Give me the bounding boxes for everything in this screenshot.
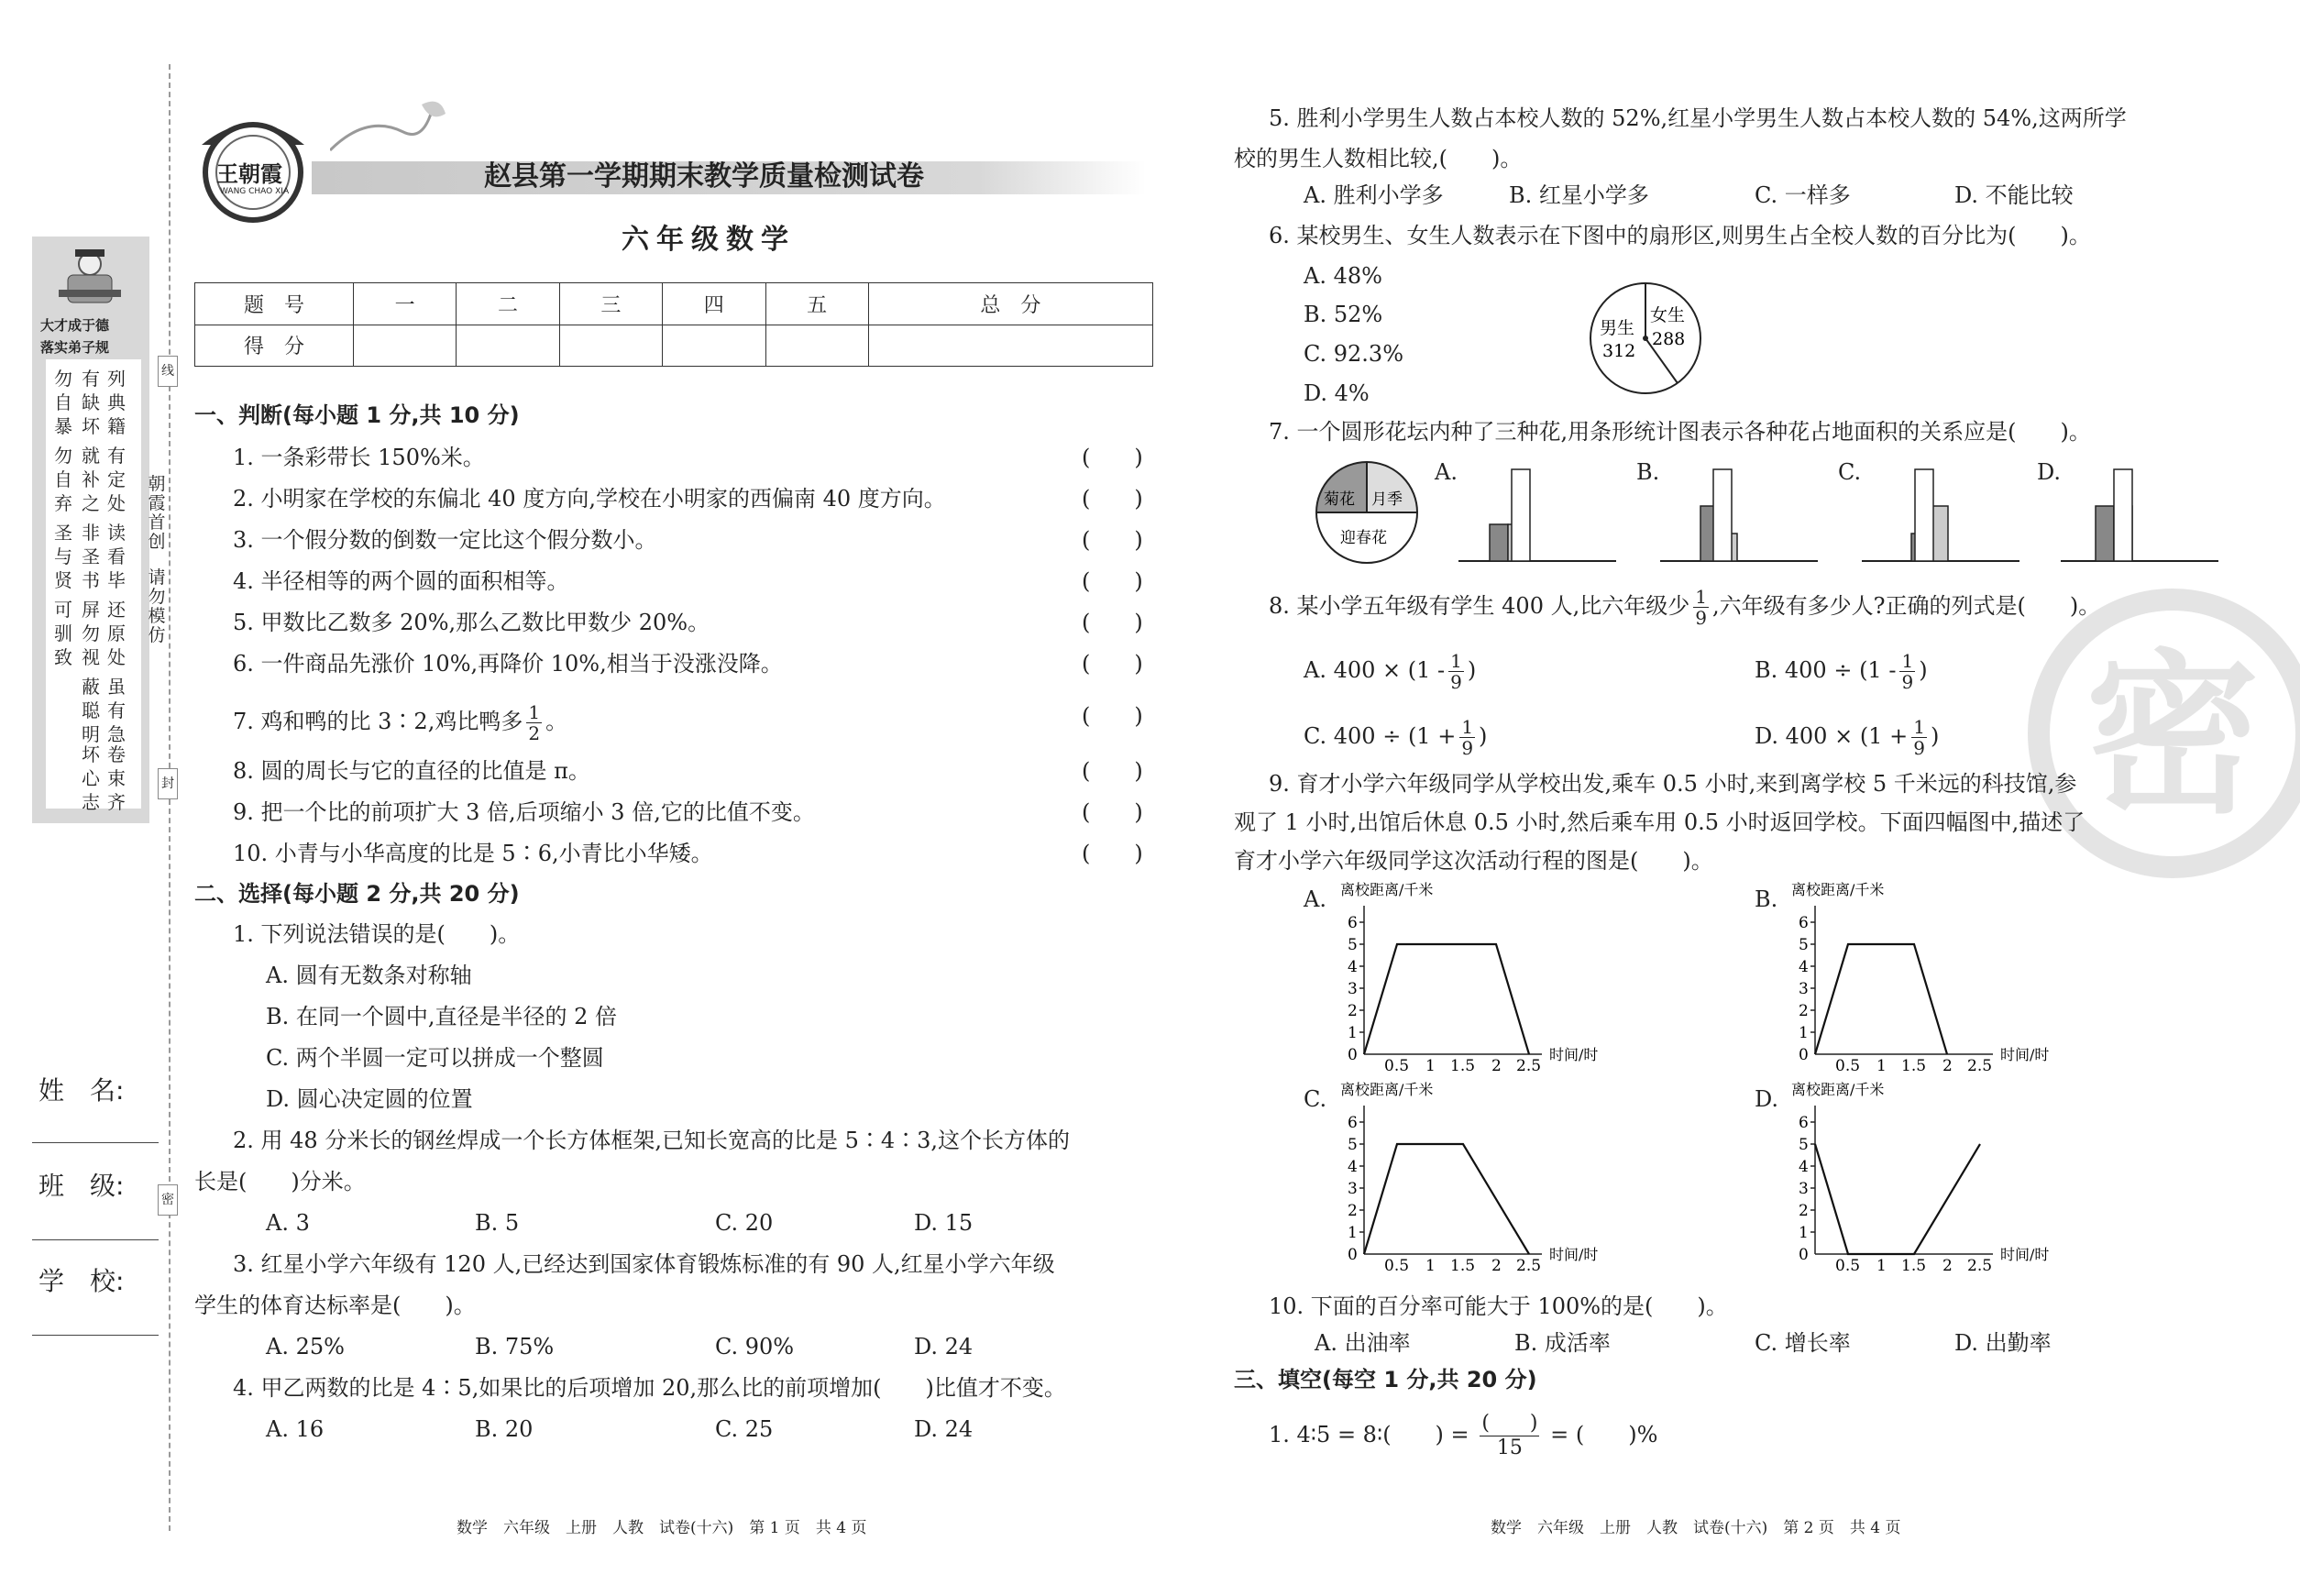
school-field[interactable] [32,1335,159,1336]
exam-title: 赵县第一学期期末教学质量检测试卷 [484,160,924,193]
judge-item: 10. 小青与小华高度的比是 5∶6,小青比小华矮。 [233,841,713,866]
name-field[interactable] [32,1142,159,1143]
bar [1915,469,1933,561]
y-tick-label: 2 [1799,1002,1809,1020]
q10-stem: 10. 下面的百分率可能大于 100%的是( )。 [1269,1293,1728,1319]
fraction: $\frac{1}{9}$ [1901,650,1914,693]
y-axis-label: 离校距离/千米 [1340,881,1434,898]
score-table [194,282,1153,367]
cut-mark-seal: 封 [158,768,178,799]
fraction: $\frac{1}{2}$ [528,701,541,744]
answer-paren[interactable]: ( ) [1082,703,1143,729]
judge-item: 8. 圆的周长与它的直径的比值是 π。 [233,758,590,784]
answer-paren[interactable]: ( ) [1082,610,1143,635]
school-label: 学 校: [39,1266,125,1296]
q8-option[interactable]: C. 400 ÷ (1 + $\frac{1}{9}$ ) [1304,716,1488,759]
pie-center [1643,336,1648,341]
score-header: 二 [457,283,559,325]
fraction: $\frac{1}{9}$ [1450,650,1462,693]
q8-stem-b: ,六年级有多少人?正确的列式是( )。 [1711,593,2101,619]
pie-value-girl: 288 [1652,329,1686,349]
fraction: $\frac{1}{9}$ [1913,716,1925,759]
y-tick-label: 1 [1799,1224,1809,1242]
q1-option[interactable]: A. 圆有无数条对称轴 [266,963,472,988]
motto-column: 圣与贤 [54,522,72,591]
y-axis-label: 离校距离/千米 [1791,1081,1885,1098]
judge-item: 6. 一件商品先涨价 10%,再降价 10%,相当于没涨没降。 [233,651,783,677]
motto-column: 还原处 [107,599,126,668]
q10-option[interactable]: A. 出油率 [1315,1330,1411,1356]
y-tick-label: 1 [1348,1024,1358,1042]
q2-option[interactable]: D. 15 [914,1210,974,1236]
y-tick-label: 4 [1799,1158,1809,1176]
series-line [1815,944,1947,1054]
q7-bar-chart [1457,466,1622,567]
judge-item: 9. 把一个比的前项扩大 3 倍,后项缩小 3 倍,它的比值不变。 [233,799,815,825]
fraction: $\frac{1}{9}$ [1461,716,1474,759]
q9-line-chart [1322,880,1634,1073]
x-tick-label: 2 [1942,1057,1953,1073]
y-tick-label: 4 [1348,1158,1358,1176]
q4-option[interactable]: B. 20 [475,1416,534,1442]
class-label: 班 级: [39,1171,125,1201]
y-tick-label: 3 [1348,980,1358,998]
q6-option[interactable]: C. 92.3% [1304,341,1404,367]
y-tick-label: 4 [1348,958,1358,976]
fraction: $\frac{1}{9}$ [1695,586,1707,629]
motto-column: 列典籍 [107,368,126,437]
footer-left: 数学 六年级 上册 人教 试卷(十六) 第 1 页 共 4 页 [457,1519,867,1537]
score-header: 总 分 [868,283,1152,325]
flower-label: 迎春花 [1340,529,1387,547]
y-tick-label: 5 [1348,936,1358,954]
x-tick-label: 1 [1425,1257,1436,1272]
q10-option[interactable]: D. 出勤率 [1954,1330,2052,1356]
q7-option-label[interactable]: B. [1636,459,1660,485]
q4-option[interactable]: C. 25 [715,1416,774,1442]
q9-option-label[interactable]: D. [1755,1086,1779,1112]
q2-stem: 长是( )分米。 [194,1169,366,1194]
x-tick-label: 0.5 [1835,1257,1861,1272]
judge-item: 3. 一个假分数的倒数一定比这个假分数小。 [233,527,657,553]
judge-item: 5. 甲数比乙数多 20%,那么乙数比甲数少 20%。 [233,610,710,635]
q6-option[interactable]: D. 4% [1304,380,1370,406]
q10-option[interactable]: C. 增长率 [1755,1330,1851,1356]
q10-option[interactable]: B. 成活率 [1514,1330,1611,1356]
logo-text: 王朝霞 [216,161,282,187]
score-header: 一 [354,283,457,325]
q1-option[interactable]: D. 圆心决定圆的位置 [266,1086,473,1112]
name-label: 姓 名: [39,1075,125,1106]
motto-column: 蔽聪明 [82,676,100,745]
q3-option[interactable]: D. 24 [914,1334,974,1359]
fill-q1 [1269,1412,1657,1460]
score-cell[interactable] [354,325,457,367]
q7-flower-pie [1313,458,1421,567]
y-tick-label: 5 [1348,1136,1358,1154]
score-cell[interactable] [559,325,662,367]
y-tick-label: 0 [1799,1046,1809,1064]
y-tick-label: 5 [1799,1136,1809,1154]
q7-option-label[interactable]: A. [1435,459,1458,485]
x-axis-label: 时间/时 [2000,1246,2050,1263]
bar [2114,469,2132,561]
motto-column: 虽有急 [107,676,126,745]
x-tick-label: 2.5 [1516,1057,1542,1073]
x-tick-label: 0.5 [1835,1057,1861,1073]
score-cell[interactable] [765,325,868,367]
score-cell[interactable] [663,325,765,367]
q1-option[interactable]: B. 在同一个圆中,直径是半径的 2 倍 [266,1004,618,1029]
judge-item: 7. 鸡和鸭的比 3∶2,鸡比鸭多 $\frac{1}{2}$ 。 [233,701,568,744]
flower-label: 月季 [1371,490,1403,509]
bar [1490,524,1508,561]
answer-paren[interactable]: ( ) [1082,758,1143,784]
bar [2096,506,2114,561]
q6-option[interactable]: A. 48% [1304,263,1382,289]
pie-value-boy: 312 [1602,341,1636,361]
section2-title: 二、选择(每小题 2 分,共 20 分) [194,881,520,907]
exam-subtitle: 六年级数学 [622,224,796,256]
q5-stem: 5. 胜利小学男生人数占本校人数的 52%,红星小学男生人数占本校人数的 54%,这两所学 [1269,105,2127,131]
score-cell[interactable] [868,325,1152,367]
q5-option[interactable]: A. 胜利小学多 [1304,182,1444,208]
y-tick-label: 3 [1799,1180,1809,1198]
q8-option[interactable]: A. 400 × (1 - $\frac{1}{9}$ ) [1304,650,1477,693]
motto-column: 勿自弃 [54,445,72,514]
q5-option[interactable]: B. 红星小学多 [1509,182,1649,208]
motto-column: 读看毕 [107,522,126,591]
fraction[interactable]: $\frac{( )}{15}$ [1481,1412,1538,1459]
cut-mark-line: 线 [158,356,178,387]
y-tick-label: 0 [1799,1246,1809,1264]
y-tick-label: 1 [1799,1024,1809,1042]
vertical-note-1: 朝霞首创 [148,474,166,552]
x-axis-label: 时间/时 [2000,1046,2050,1063]
y-tick-label: 6 [1348,914,1358,932]
y-tick-label: 4 [1799,958,1809,976]
q8-stem-a: 8. 某小学五年级有学生 400 人,比六年级少 [1269,593,1690,619]
q9-line-chart [1322,1080,1634,1272]
score-cell[interactable] [457,325,559,367]
watermark-char: 密 [2085,634,2261,837]
y-tick-label: 0 [1348,1046,1358,1064]
judge-item: 2. 小明家在学校的东偏北 40 度方向,学校在小明家的西偏南 40 度方向。 [233,486,946,512]
answer-paren[interactable]: ( ) [1082,486,1143,512]
section1-title: 一、判断(每小题 1 分,共 10 分) [194,402,520,428]
y-tick-label: 2 [1799,1202,1809,1220]
q1-stem: 1. 下列说法错误的是( )。 [233,921,521,947]
class-field[interactable] [32,1239,159,1240]
pie-label-boy: 男生 [1600,318,1635,338]
judge-item: 1. 一条彩带长 150%米。 [233,445,485,470]
x-tick-label: 2.5 [1516,1257,1542,1272]
q2-option[interactable]: B. 5 [475,1210,520,1236]
q5-option[interactable]: D. 不能比较 [1954,182,2074,208]
x-tick-label: 1 [1876,1257,1887,1272]
pie-label-girl: 女生 [1650,305,1686,325]
q6-pie-chart [1586,279,1705,398]
series-line [1815,1144,1980,1254]
judge-item-text: 7. 鸡和鸭的比 3∶2,鸡比鸭多 [233,709,523,734]
x-tick-label: 1.5 [1450,1257,1476,1272]
x-tick-label: 2 [1491,1057,1502,1073]
q3-stem: 3. 红星小学六年级有 120 人,已经达到国家体育锻炼标准的有 90 人,红星小学六年级 [233,1251,1055,1277]
q9-stem: 育才小学六年级同学这次活动行程的图是( )。 [1234,848,1713,874]
q7-stem: 7. 一个圆形花坛内种了三种花,用条形统计图表示各种花占地面积的关系应是( )。 [1269,419,2091,445]
q9-line-chart [1773,880,2085,1073]
x-tick-label: 2.5 [1967,1057,1993,1073]
logo-subtext: WANG CHAO XIA [220,187,290,196]
motto-column: 卷束齐 [107,743,126,813]
q3-option[interactable]: B. 75% [475,1334,555,1359]
footer-right: 数学 六年级 上册 人教 试卷(十六) 第 2 页 共 4 页 [1491,1519,1901,1537]
y-tick-label: 1 [1348,1224,1358,1242]
y-tick-label: 6 [1799,914,1809,932]
y-tick-label: 5 [1799,936,1809,954]
motto-column: 有缺坏 [82,368,100,437]
q7-option-label[interactable]: C. [1838,459,1862,485]
q2-option[interactable]: C. 20 [715,1210,774,1236]
q9-stem: 观了 1 小时,出馆后休息 0.5 小时,然后乘车用 0.5 小时返回学校。下面四幅图中,描述了 [1234,809,2085,835]
bar [1713,469,1732,561]
motto-column: 可驯致 [54,599,72,668]
bar [1512,469,1530,561]
series-line [1364,1144,1529,1254]
q8-option[interactable]: D. 400 × (1 + $\frac{1}{9}$ ) [1755,716,1940,759]
ribbon-ornament [330,95,449,154]
x-axis-label: 时间/时 [1549,1046,1599,1063]
section3-title: 三、填空(每空 1 分,共 20 分) [1234,1367,1537,1392]
series-line [1364,944,1529,1054]
x-tick-label: 2 [1491,1257,1502,1272]
motto-column: 屏勿视 [82,599,100,668]
x-tick-label: 2 [1942,1257,1953,1272]
x-tick-label: 0.5 [1384,1257,1410,1272]
q9-option-label[interactable]: B. [1755,886,1778,912]
q8-stem [1269,587,2100,628]
y-tick-label: 3 [1799,980,1809,998]
x-tick-label: 1.5 [1901,1257,1927,1272]
q7-bar-chart [1860,466,2025,567]
q1-option[interactable]: C. 两个半圆一定可以拼成一个整圆 [266,1045,604,1071]
motto-line-1: 大才成于德 [40,317,110,334]
q7-bar-chart [2059,466,2224,567]
x-tick-label: 2.5 [1967,1257,1993,1272]
score-header: 五 [765,283,868,325]
y-tick-label: 3 [1348,1180,1358,1198]
score-header: 三 [559,283,662,325]
motto-column: 就补之 [82,445,100,514]
score-header: 四 [663,283,765,325]
motto-column: 勿自暴 [54,368,72,437]
score-row-label: 得 分 [195,325,354,367]
q2-stem: 2. 用 48 分米长的钢丝焊成一个长方体框架,已知长宽高的比是 5∶4∶3,这个长方体的 [233,1128,1071,1153]
y-tick-label: 6 [1348,1114,1358,1132]
x-tick-label: 1 [1425,1057,1436,1073]
y-tick-label: 0 [1348,1246,1358,1264]
y-tick-label: 6 [1799,1114,1809,1132]
x-axis-label: 时间/时 [1549,1246,1599,1263]
y-axis-label: 离校距离/千米 [1340,1081,1434,1098]
y-axis-label: 离校距离/千米 [1791,881,1885,898]
flower-label: 菊花 [1324,490,1355,509]
score-header: 题 号 [195,283,354,325]
q5-option[interactable]: C. 一样多 [1755,182,1851,208]
x-tick-label: 0.5 [1384,1057,1410,1073]
y-tick-label: 2 [1348,1002,1358,1020]
answer-paren[interactable]: ( ) [1082,651,1143,677]
q4-option[interactable]: A. 16 [266,1416,325,1442]
q6-option[interactable]: B. 52% [1304,302,1383,327]
y-tick-label: 2 [1348,1202,1358,1220]
judge-item: 4. 半径相等的两个圆的面积相等。 [233,568,569,594]
x-tick-label: 1 [1876,1057,1887,1073]
cut-mark-secret: 密 [158,1184,178,1216]
scholar-illustration [51,246,128,310]
x-tick-label: 1.5 [1901,1057,1927,1073]
q2-option[interactable]: A. 3 [266,1210,310,1236]
fill-q1-b: = ( )% [1550,1422,1658,1447]
q4-option[interactable]: D. 24 [914,1416,974,1442]
answer-paren[interactable]: ( ) [1082,841,1143,866]
q4-stem: 4. 甲乙两数的比是 4∶5,如果比的后项增加 20,那么比的前项增加( )比值才不变。 [233,1375,1066,1401]
answer-paren[interactable]: ( ) [1082,527,1143,553]
q3-option[interactable]: C. 90% [715,1334,795,1359]
motto-column: 非圣书 [82,522,100,591]
q7-option-label[interactable]: D. [2037,459,2062,485]
q9-option-label[interactable]: C. [1304,1086,1327,1112]
secret-watermark [2026,587,2300,880]
motto-column: 有定处 [107,445,126,514]
q5-stem: 校的男生人数相比较,( )。 [1234,146,1523,171]
q9-stem: 9. 育才小学六年级同学从学校出发,乘车 0.5 小时,来到离学校 5 千米远的科技馆,参 [1269,771,2077,797]
motto-column: 坏心志 [82,743,100,813]
q9-line-chart [1773,1080,2085,1272]
fill-q1-a: 1. 4∶5 = 8∶( ) = [1269,1422,1469,1447]
answer-paren[interactable]: ( ) [1082,445,1143,470]
motto-line-2: 落实弟子规 [40,339,110,356]
q6-stem: 6. 某校男生、女生人数表示在下图中的扇形区,则男生占全校人数的百分比为( )。 [1269,223,2091,248]
q3-option[interactable]: A. 25% [266,1334,345,1359]
answer-paren[interactable]: ( ) [1082,568,1143,594]
q9-option-label[interactable]: A. [1304,886,1326,912]
answer-paren[interactable]: ( ) [1082,799,1143,825]
q3-stem: 学生的体育达标率是( )。 [194,1293,476,1318]
q8-option[interactable]: B. 400 ÷ (1 - $\frac{1}{9}$ ) [1755,650,1928,693]
vertical-note-2: 请勿模仿 [148,567,166,645]
q7-bar-chart [1658,466,1823,567]
x-tick-label: 1.5 [1450,1057,1476,1073]
